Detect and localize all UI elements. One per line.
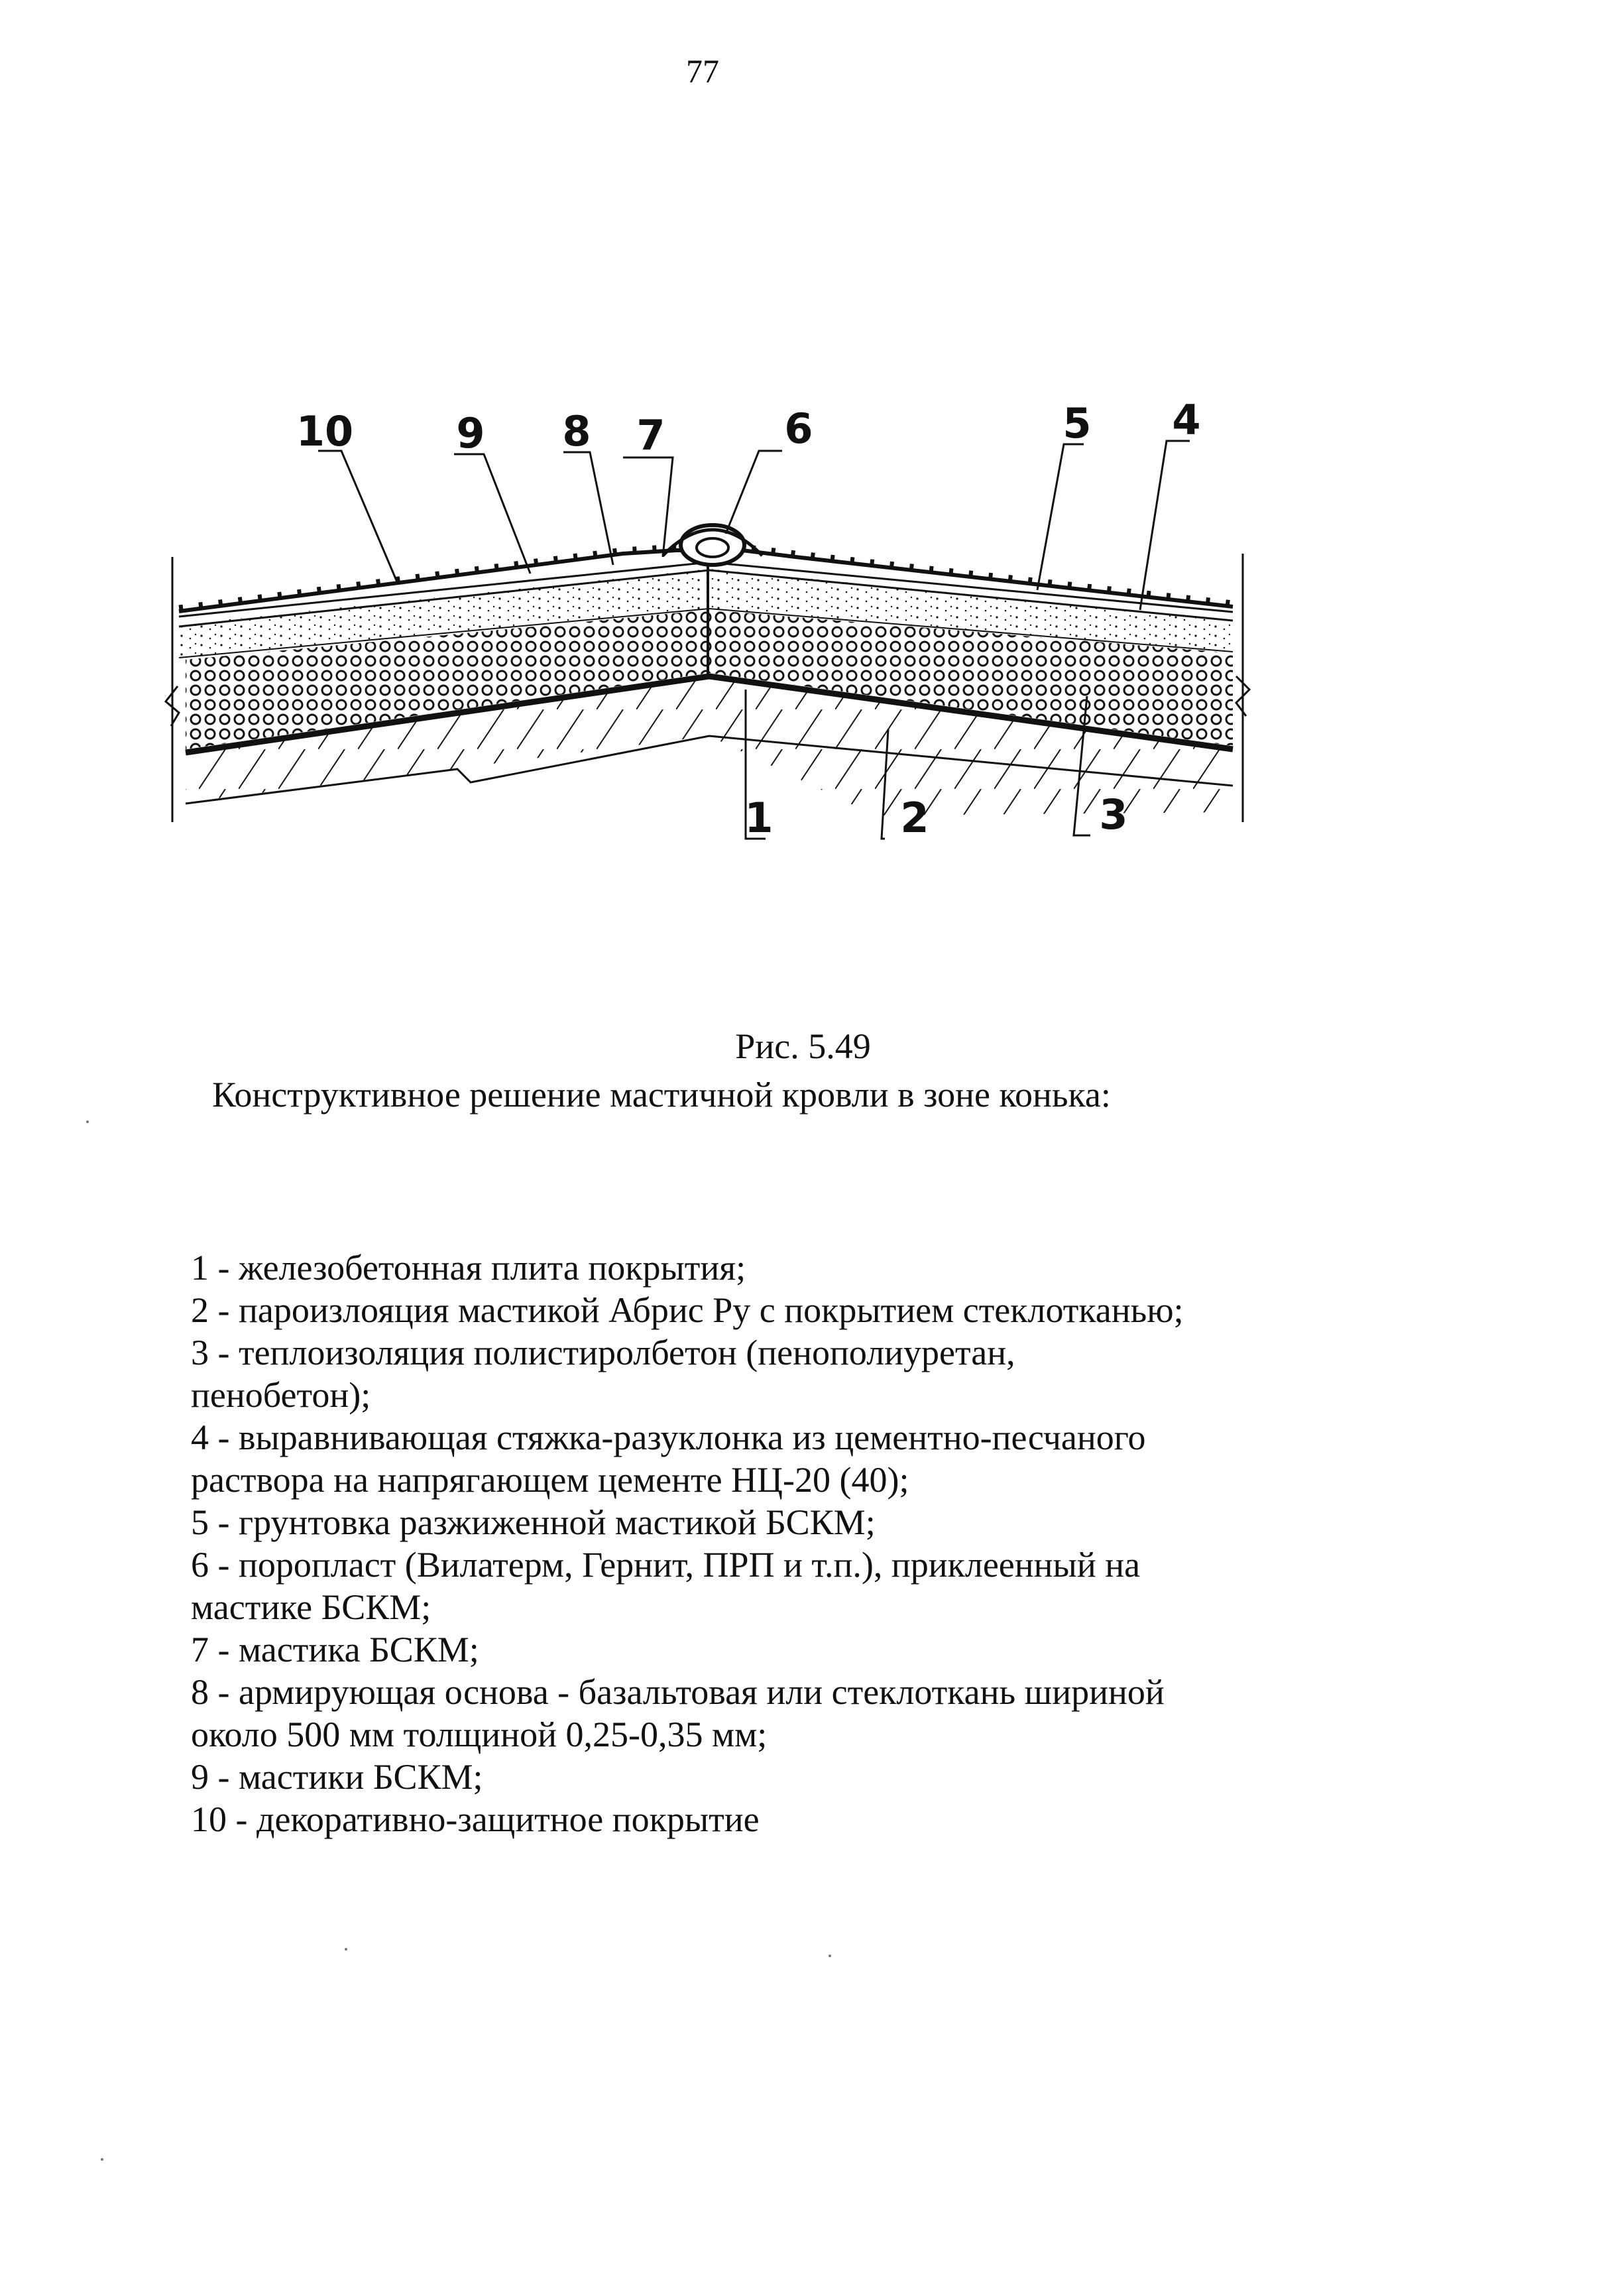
legend-line: пенобетон); <box>191 1375 371 1415</box>
figure-legend <box>191 1246 1318 1841</box>
callout-3: 3 <box>1099 790 1128 839</box>
scan-speck <box>345 1948 347 1951</box>
figure-caption-title: Рис. 5.49 <box>735 1026 871 1066</box>
leader-8 <box>563 452 613 565</box>
right-break-mark <box>1236 676 1249 716</box>
legend-line: 1 - железобетонная плита покрытия; <box>191 1248 746 1288</box>
leader-5 <box>1037 444 1084 590</box>
figure-caption-subtitle: Конструктивное решение мастичной кровли в зоне конька: <box>212 1075 1111 1115</box>
legend-line: 4 - выравнивающая стяжка-разуклонка из цементно-песчаного <box>191 1418 1146 1457</box>
legend-line: мастике БСКМ; <box>191 1587 431 1627</box>
legend-line: 2 - пароизлояция мастикой Абрис Ру с покрытием стеклотканью; <box>191 1290 1184 1330</box>
legend-line: 7 - мастика БСКМ; <box>191 1630 479 1669</box>
callout-8: 8 <box>562 407 591 455</box>
legend-line: 10 - декоративно-защитное покрытие <box>191 1799 760 1839</box>
callout-6: 6 <box>784 404 813 453</box>
roof-ridge-cross-section <box>159 391 1259 869</box>
ridge-section-drawing <box>159 391 1259 869</box>
legend-line: 8 - армирующая основа - базальтовая или стеклоткань шириной <box>191 1672 1165 1712</box>
legend-line: 6 - поропласт (Вилатерм, Гернит, ПРП и т.п.), приклеенный на <box>191 1545 1141 1585</box>
leader-4 <box>1140 441 1190 610</box>
scan-speck <box>86 1120 89 1123</box>
legend-line: 3 - теплоизоляция полистиролбетон (пенополиуретан, <box>191 1333 1015 1372</box>
callout-4: 4 <box>1172 396 1201 444</box>
callout-1: 1 <box>744 794 774 842</box>
scan-speck <box>101 2158 103 2161</box>
leader-6 <box>726 451 782 534</box>
callout-5: 5 <box>1062 399 1092 448</box>
legend-line: около 500 мм толщиной 0,25-0,35 мм; <box>191 1715 768 1754</box>
callout-9: 9 <box>456 409 485 457</box>
page-number: 77 <box>686 52 719 90</box>
callout-10: 10 <box>296 407 354 455</box>
callout-2: 2 <box>900 794 929 842</box>
scan-speck <box>829 1955 831 1957</box>
callout-7: 7 <box>636 411 665 459</box>
legend-line: 5 - грунтовка разжиженной мастикой БСКМ; <box>191 1502 876 1542</box>
legend-line: 9 - мастики БСКМ; <box>191 1757 483 1797</box>
leader-7 <box>623 457 673 557</box>
leader-10 <box>318 451 398 583</box>
leader-9 <box>454 454 530 574</box>
legend-line: раствора на напрягающем цементе НЦ-20 (40); <box>191 1460 909 1500</box>
